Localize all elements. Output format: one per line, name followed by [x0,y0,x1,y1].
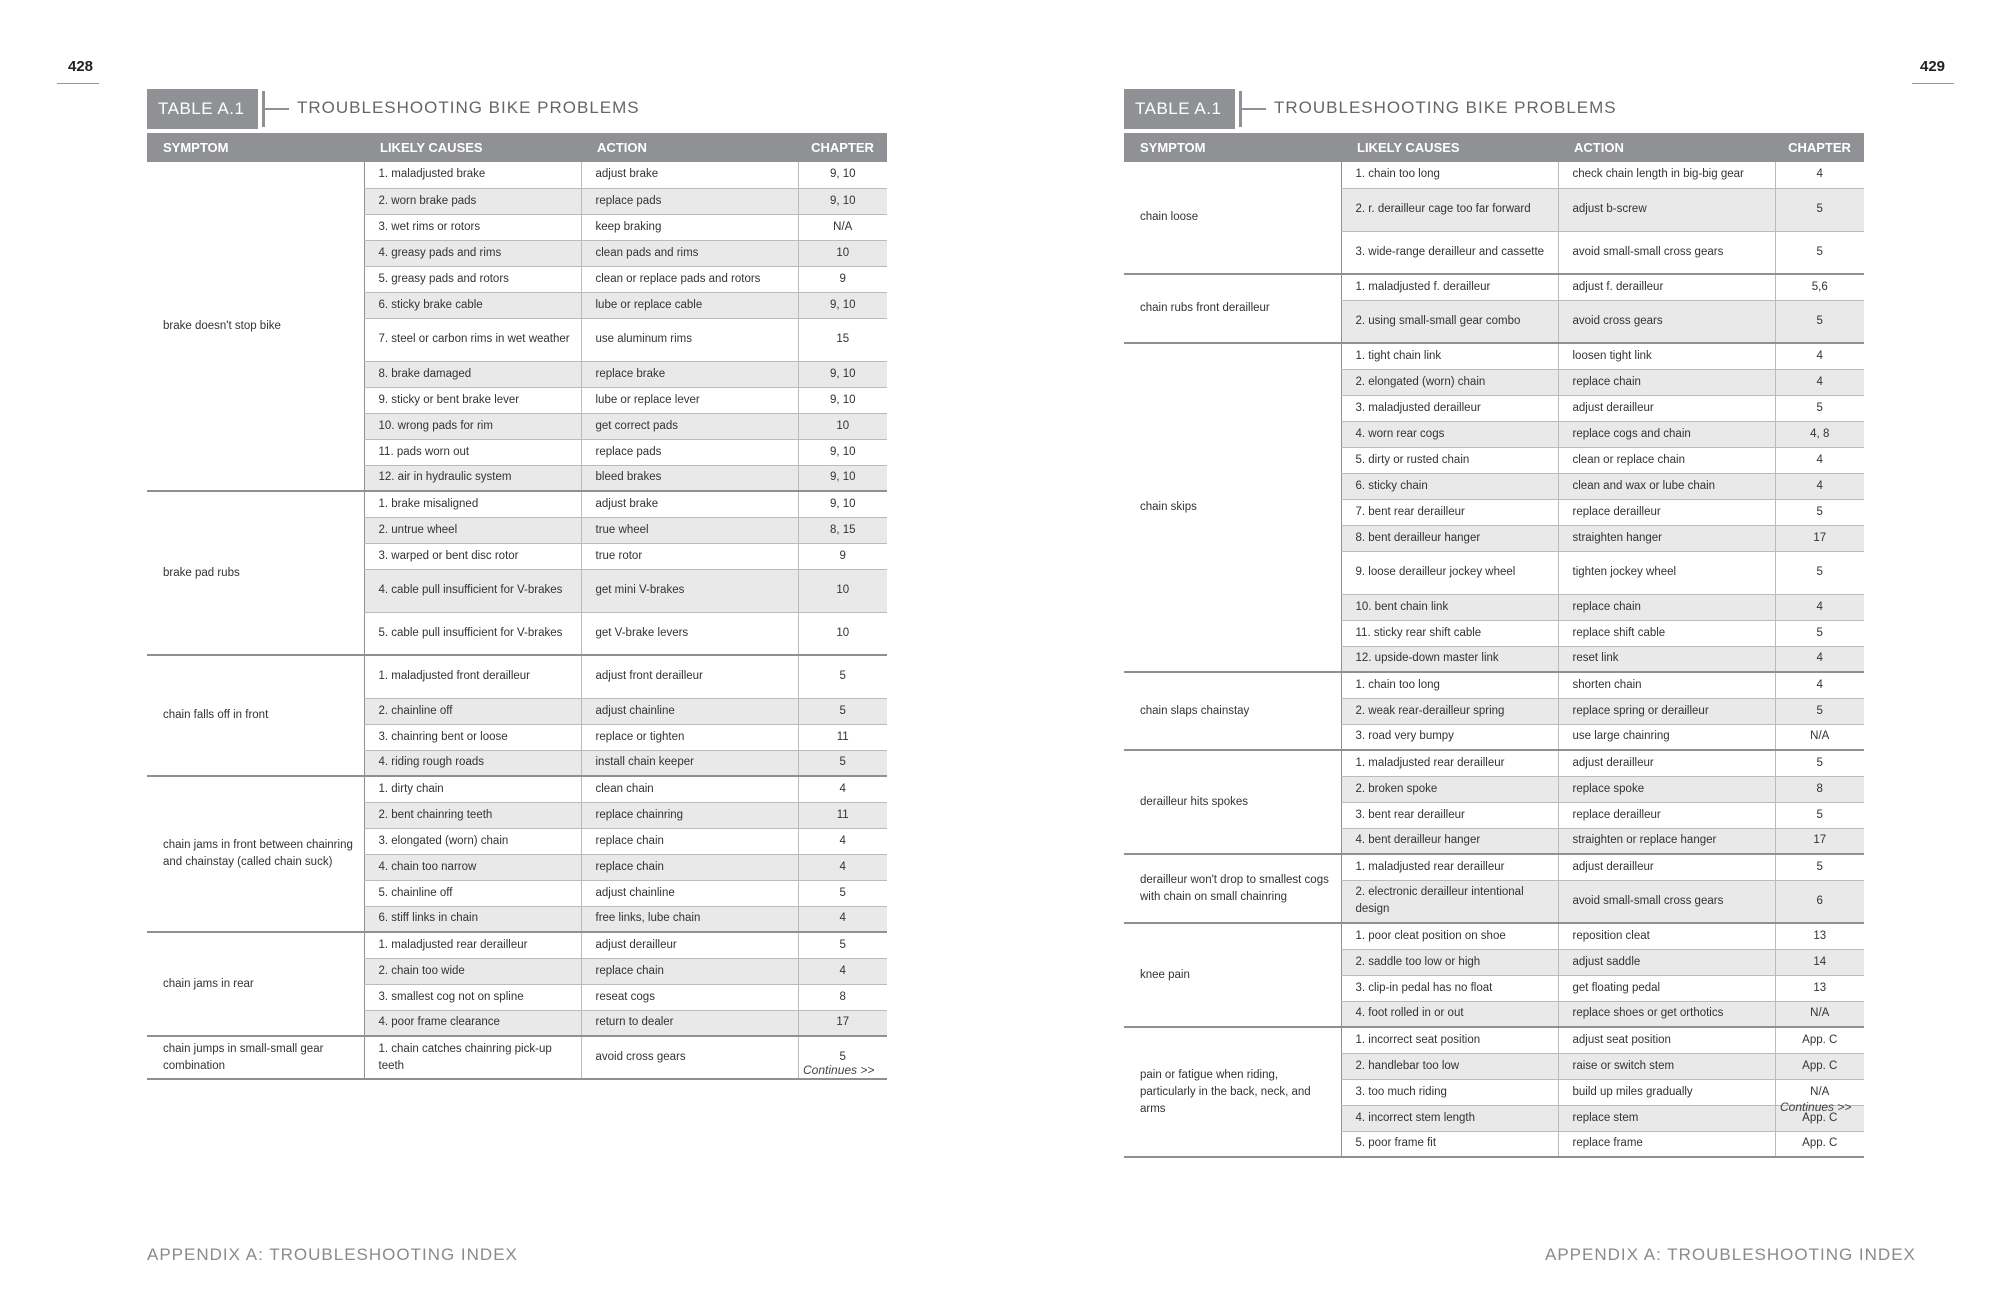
continues-note: Continues >> [1780,1100,1852,1114]
troubleshooting-table [1124,133,1864,1158]
chapter-cell: 5 [1775,300,1864,343]
cause-cell: 3. maladjusted derailleur [1341,395,1558,421]
chapter-cell: 5 [1775,698,1864,724]
cause-cell: 1. incorrect seat position [1341,1027,1558,1053]
action-cell: replace chain [581,854,798,880]
cause-cell: 2. elongated (worn) chain [1341,369,1558,395]
chapter-cell: 8 [1775,776,1864,802]
cause-cell: 2. worn brake pads [364,188,581,214]
chapter-cell: 4 [798,854,887,880]
cause-cell: 4. riding rough roads [364,750,581,776]
chapter-cell: 9, 10 [798,439,887,465]
action-cell: get V-brake levers [581,612,798,655]
table-row [1124,1027,1864,1053]
action-cell: replace chain [581,828,798,854]
action-cell: replace brake [581,361,798,387]
header-likely-causes: LIKELY CAUSES [364,133,581,162]
cause-cell: 10. bent chain link [1341,594,1558,620]
chapter-cell: App. C [1775,1105,1864,1131]
chapter-cell: 4 [1775,594,1864,620]
cause-cell: 1. maladjusted front derailleur [364,655,581,698]
action-cell: replace chain [1558,594,1775,620]
cause-cell: 6. stiff links in chain [364,906,581,932]
troubleshooting-table [147,133,887,1080]
table-row [147,491,887,517]
chapter-cell: N/A [798,214,887,240]
chapter-cell: 4 [1775,447,1864,473]
action-cell: replace chain [1558,369,1775,395]
chapter-cell: 5,6 [1775,274,1864,300]
table-row [147,162,887,188]
action-cell: adjust seat position [1558,1027,1775,1053]
chapter-cell: 9, 10 [798,491,887,517]
cause-cell: 2. weak rear-derailleur spring [1341,698,1558,724]
chapter-cell: 9, 10 [798,292,887,318]
action-cell: replace shoes or get orthotics [1558,1001,1775,1027]
header-likely-causes: LIKELY CAUSES [1341,133,1558,162]
cause-cell: 1. maladjusted f. derailleur [1341,274,1558,300]
action-cell: replace stem [1558,1105,1775,1131]
cause-cell: 2. broken spoke [1341,776,1558,802]
title-connector [1242,108,1266,110]
cause-cell: 5. cable pull insufficient for V-brakes [364,612,581,655]
chapter-cell: 17 [1775,525,1864,551]
symptom-cell: derailleur won't drop to smallest cogs with chain on small chainring [1124,854,1341,923]
cause-cell: 3. smallest cog not on spline [364,984,581,1010]
chapter-cell: 5 [798,880,887,906]
action-cell: shorten chain [1558,672,1775,698]
table-title: TROUBLESHOOTING BIKE PROBLEMS [1274,98,1617,117]
chapter-cell: 5 [1775,854,1864,880]
table-row [147,655,887,698]
table-row [147,776,887,802]
symptom-cell: chain slaps chainstay [1124,672,1341,750]
action-cell: adjust f. derailleur [1558,274,1775,300]
action-cell: get correct pads [581,413,798,439]
action-cell: adjust b-screw [1558,188,1775,231]
chapter-cell: 9, 10 [798,465,887,491]
action-cell: replace derailleur [1558,802,1775,828]
cause-cell: 9. loose derailleur jockey wheel [1341,551,1558,594]
table-title-row [147,89,887,129]
chapter-cell: 10 [798,413,887,439]
action-cell: adjust chainline [581,698,798,724]
action-cell: replace spring or derailleur [1558,698,1775,724]
cause-cell: 5. chainline off [364,880,581,906]
cause-cell: 4. incorrect stem length [1341,1105,1558,1131]
symptom-cell: chain skips [1124,343,1341,672]
action-cell: clean chain [581,776,798,802]
cause-cell: 7. steel or carbon rims in wet weather [364,318,581,361]
action-cell: tighten jockey wheel [1558,551,1775,594]
chapter-cell: N/A [1775,724,1864,750]
chapter-cell: 17 [1775,828,1864,854]
chapter-cell: 9 [798,266,887,292]
action-cell: replace spoke [1558,776,1775,802]
cause-cell: 4. worn rear cogs [1341,421,1558,447]
chapter-cell: 4, 8 [1775,421,1864,447]
action-cell: use large chainring [1558,724,1775,750]
header-action: ACTION [1558,133,1775,162]
cause-cell: 3. warped or bent disc rotor [364,543,581,569]
chapter-cell: 5 [1775,188,1864,231]
cause-cell: 1. maladjusted rear derailleur [364,932,581,958]
chapter-cell: 10 [798,569,887,612]
action-cell: get mini V-brakes [581,569,798,612]
action-cell: avoid small-small cross gears [1558,880,1775,923]
cause-cell: 1. chain too long [1341,672,1558,698]
cause-cell: 3. wet rims or rotors [364,214,581,240]
chapter-cell: 4 [798,828,887,854]
chapter-cell: 5 [798,655,887,698]
symptom-cell: chain jams in front between chainring and chainstay (called chain suck) [147,776,364,932]
action-cell: get floating pedal [1558,975,1775,1001]
chapter-cell: 5 [1775,231,1864,274]
chapter-cell: 10 [798,612,887,655]
chapter-cell: 5 [798,1036,887,1079]
action-cell: reset link [1558,646,1775,672]
chapter-cell: 13 [1775,975,1864,1001]
chapter-cell: 9 [798,543,887,569]
action-cell: replace shift cable [1558,620,1775,646]
action-cell: lube or replace cable [581,292,798,318]
action-cell: straighten hanger [1558,525,1775,551]
action-cell: adjust brake [581,162,798,188]
table-title-row [1124,89,1864,129]
action-cell: adjust front derailleur [581,655,798,698]
chapter-cell: App. C [1775,1131,1864,1157]
cause-cell: 5. dirty or rusted chain [1341,447,1558,473]
cause-cell: 1. maladjusted rear derailleur [1341,854,1558,880]
symptom-cell: chain falls off in front [147,655,364,776]
symptom-cell: pain or fatigue when riding, particularly in the back, neck, and arms [1124,1027,1341,1157]
cause-cell: 4. chain too narrow [364,854,581,880]
continues-note: Continues >> [803,1063,875,1077]
page-number-rule [1912,83,1954,84]
cause-cell: 3. wide-range derailleur and cassette [1341,231,1558,274]
cause-cell: 2. electronic derailleur intentional design [1341,880,1558,923]
cause-cell: 2. chain too wide [364,958,581,984]
chapter-cell: 4 [1775,162,1864,188]
page-number: 429 [1920,58,1946,75]
action-cell: straighten or replace hanger [1558,828,1775,854]
action-cell: clean and wax or lube chain [1558,473,1775,499]
chapter-cell: 5 [1775,620,1864,646]
action-cell: replace chain [581,958,798,984]
table-row [1124,923,1864,949]
header-action: ACTION [581,133,798,162]
action-cell: reseat cogs [581,984,798,1010]
cause-cell: 1. maladjusted rear derailleur [1341,750,1558,776]
action-cell: adjust derailleur [1558,750,1775,776]
table-row [1124,854,1864,880]
action-cell: avoid cross gears [1558,300,1775,343]
action-cell: avoid small-small cross gears [1558,231,1775,274]
cause-cell: 7. bent rear derailleur [1341,499,1558,525]
cause-cell: 4. cable pull insufficient for V-brakes [364,569,581,612]
chapter-cell: 4 [1775,672,1864,698]
chapter-cell: 4 [1775,343,1864,369]
table-label: TABLE A.1 [1124,89,1235,129]
cause-cell: 2. chainline off [364,698,581,724]
cause-cell: 4. poor frame clearance [364,1010,581,1036]
chapter-cell: 15 [798,318,887,361]
symptom-cell: knee pain [1124,923,1341,1027]
chapter-cell: N/A [1775,1079,1864,1105]
cause-cell: 11. pads worn out [364,439,581,465]
chapter-cell: App. C [1775,1027,1864,1053]
cause-cell: 9. sticky or bent brake lever [364,387,581,413]
cause-cell: 3. chainring bent or loose [364,724,581,750]
chapter-cell: 9, 10 [798,361,887,387]
table-row [1124,343,1864,369]
chapter-cell: 4 [798,776,887,802]
action-cell: avoid cross gears [581,1036,798,1079]
cause-cell: 1. maladjusted brake [364,162,581,188]
action-cell: adjust derailleur [581,932,798,958]
page-footer: APPENDIX A: TROUBLESHOOTING INDEX [147,1245,518,1264]
cause-cell: 1. tight chain link [1341,343,1558,369]
action-cell: replace frame [1558,1131,1775,1157]
symptom-cell: chain jumps in small-small gear combination [147,1036,364,1079]
table-row [147,932,887,958]
chapter-cell: 4 [1775,646,1864,672]
chapter-cell: 9, 10 [798,387,887,413]
action-cell: clean or replace chain [1558,447,1775,473]
chapter-cell: 5 [798,750,887,776]
chapter-cell: 9, 10 [798,162,887,188]
action-cell: adjust derailleur [1558,395,1775,421]
symptom-cell: chain loose [1124,162,1341,274]
page-number-rule [57,83,99,84]
cause-cell: 3. too much riding [1341,1079,1558,1105]
action-cell: clean pads and rims [581,240,798,266]
header-symptom: SYMPTOM [1124,133,1341,162]
cause-cell: 3. road very bumpy [1341,724,1558,750]
action-cell: reposition cleat [1558,923,1775,949]
action-cell: replace pads [581,439,798,465]
chapter-cell: 5 [1775,551,1864,594]
action-cell: replace cogs and chain [1558,421,1775,447]
cause-cell: 2. bent chainring teeth [364,802,581,828]
cause-cell: 2. untrue wheel [364,517,581,543]
action-cell: true rotor [581,543,798,569]
symptom-cell: brake pad rubs [147,491,364,655]
table-row [1124,162,1864,188]
table-row [147,1036,887,1079]
action-cell: return to dealer [581,1010,798,1036]
header-chapter: CHAPTER [1775,133,1864,162]
action-cell: adjust chainline [581,880,798,906]
cause-cell: 5. greasy pads and rotors [364,266,581,292]
right-page [1000,0,2000,1293]
action-cell: build up miles gradually [1558,1079,1775,1105]
cause-cell: 5. poor frame fit [1341,1131,1558,1157]
cause-cell: 8. bent derailleur hanger [1341,525,1558,551]
action-cell: adjust saddle [1558,949,1775,975]
cause-cell: 10. wrong pads for rim [364,413,581,439]
chapter-cell: 5 [1775,395,1864,421]
chapter-cell: 8, 15 [798,517,887,543]
chapter-cell: 5 [798,932,887,958]
action-cell: replace pads [581,188,798,214]
action-cell: loosen tight link [1558,343,1775,369]
table-row [1124,750,1864,776]
action-cell: check chain length in big-big gear [1558,162,1775,188]
action-cell: replace chainring [581,802,798,828]
cause-cell: 6. sticky brake cable [364,292,581,318]
chapter-cell: 9, 10 [798,188,887,214]
cause-cell: 2. handlebar too low [1341,1053,1558,1079]
header-chapter: CHAPTER [798,133,887,162]
chapter-cell: 10 [798,240,887,266]
chapter-cell: N/A [1775,1001,1864,1027]
chapter-cell: 14 [1775,949,1864,975]
chapter-cell: 13 [1775,923,1864,949]
cause-cell: 4. greasy pads and rims [364,240,581,266]
cause-cell: 4. bent derailleur hanger [1341,828,1558,854]
cause-cell: 1. chain too long [1341,162,1558,188]
header-symptom: SYMPTOM [147,133,364,162]
chapter-cell: 8 [798,984,887,1010]
chapter-cell: 6 [1775,880,1864,923]
chapter-cell: 5 [1775,499,1864,525]
chapter-cell: App. C [1775,1053,1864,1079]
symptom-cell: brake doesn't stop bike [147,162,364,491]
symptom-cell: chain jams in rear [147,932,364,1036]
chapter-cell: 11 [798,724,887,750]
table-header-row [1124,133,1864,162]
cause-cell: 2. using small-small gear combo [1341,300,1558,343]
cause-cell: 8. brake damaged [364,361,581,387]
cause-cell: 3. bent rear derailleur [1341,802,1558,828]
cause-cell: 12. upside-down master link [1341,646,1558,672]
page-footer: APPENDIX A: TROUBLESHOOTING INDEX [1545,1245,1916,1264]
page-number: 428 [68,58,94,75]
cause-cell: 3. clip-in pedal has no float [1341,975,1558,1001]
cause-cell: 11. sticky rear shift cable [1341,620,1558,646]
chapter-cell: 4 [798,906,887,932]
action-cell: adjust brake [581,491,798,517]
table-row [1124,672,1864,698]
chapter-cell: 4 [798,958,887,984]
action-cell: free links, lube chain [581,906,798,932]
action-cell: clean or replace pads and rotors [581,266,798,292]
action-cell: install chain keeper [581,750,798,776]
action-cell: keep braking [581,214,798,240]
action-cell: bleed brakes [581,465,798,491]
chapter-cell: 4 [1775,473,1864,499]
action-cell: replace or tighten [581,724,798,750]
action-cell: replace derailleur [1558,499,1775,525]
cause-cell: 3. elongated (worn) chain [364,828,581,854]
symptom-cell: chain rubs front derailleur [1124,274,1341,343]
chapter-cell: 5 [1775,802,1864,828]
cause-cell: 2. saddle too low or high [1341,949,1558,975]
cause-cell: 4. foot rolled in or out [1341,1001,1558,1027]
action-cell: adjust derailleur [1558,854,1775,880]
cause-cell: 12. air in hydraulic system [364,465,581,491]
action-cell: lube or replace lever [581,387,798,413]
cause-cell: 1. brake misaligned [364,491,581,517]
title-connector [265,108,289,110]
table-header-row [147,133,887,162]
chapter-cell: 11 [798,802,887,828]
table-title: TROUBLESHOOTING BIKE PROBLEMS [297,98,640,117]
action-cell: use aluminum rims [581,318,798,361]
cause-cell: 2. r. derailleur cage too far forward [1341,188,1558,231]
table-row [1124,274,1864,300]
cause-cell: 1. poor cleat position on shoe [1341,923,1558,949]
action-cell: true wheel [581,517,798,543]
chapter-cell: 5 [1775,750,1864,776]
cause-cell: 6. sticky chain [1341,473,1558,499]
chapter-cell: 5 [798,698,887,724]
cause-cell: 1. chain catches chainring pick-up teeth [364,1036,581,1079]
table-label: TABLE A.1 [147,89,258,129]
symptom-cell: derailleur hits spokes [1124,750,1341,854]
chapter-cell: 17 [798,1010,887,1036]
action-cell: raise or switch stem [1558,1053,1775,1079]
chapter-cell: 4 [1775,369,1864,395]
cause-cell: 1. dirty chain [364,776,581,802]
